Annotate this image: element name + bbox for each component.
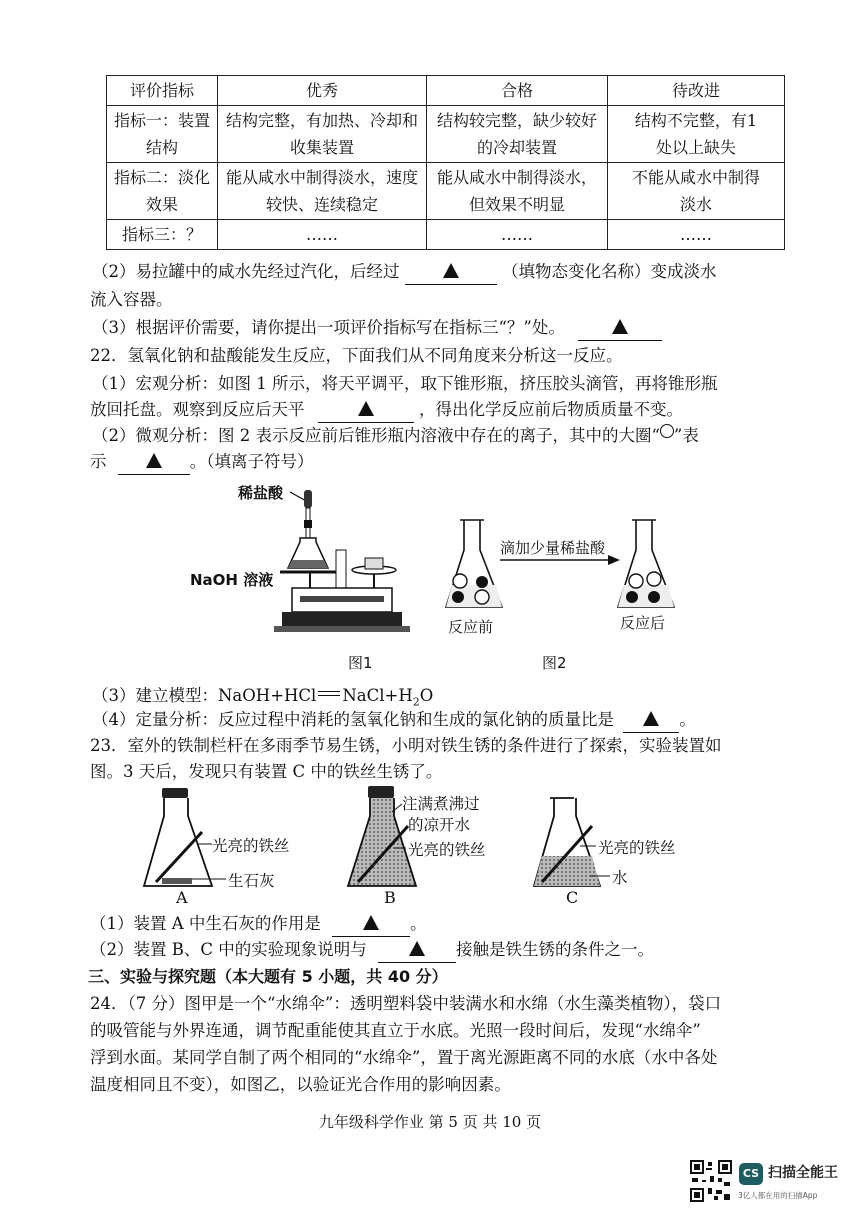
cell-text: 结构不完整，有1 xyxy=(634,111,758,130)
table-cell xyxy=(427,106,608,163)
triangle-icon xyxy=(443,263,459,278)
table-row xyxy=(107,220,785,250)
cell-text: 能从咸水中制得淡水，速度 xyxy=(225,168,418,187)
table-row xyxy=(107,106,785,163)
question-text: 。 xyxy=(410,914,427,933)
label-c-water: 水 xyxy=(612,869,628,887)
triangle-icon xyxy=(409,941,425,956)
q21-part3 xyxy=(92,316,662,341)
table-cell xyxy=(218,106,427,163)
q22-part1-line2 xyxy=(90,398,683,423)
table-cell: …… xyxy=(608,220,785,250)
q24-line4: 温度相同且不变），如图乙，以验证光合作用的影响因素。 xyxy=(90,1075,511,1094)
question-text: 接触是铁生锈的条件之一。 xyxy=(456,940,654,959)
cell-text: 淡水 xyxy=(679,195,712,214)
cell-text: 结构 xyxy=(145,138,178,157)
question-text: ”表 xyxy=(673,426,699,445)
cell-text: 指标一：装置 xyxy=(113,111,210,130)
fig2-arrow-label: 滴加少量稀盐酸 xyxy=(500,539,606,557)
cell-text: 结构完整，有加热、冷却和 xyxy=(225,111,418,130)
table-cell xyxy=(218,163,427,220)
fig2-caption: 图2 xyxy=(542,654,567,672)
table-cell xyxy=(107,106,218,163)
table-cell: …… xyxy=(427,220,608,250)
question-text: 。 xyxy=(679,710,696,729)
question-text: （填物态变化名称）变成淡水 xyxy=(502,262,717,281)
camscanner-tagline: 3亿人都在用的扫描App xyxy=(738,1191,818,1200)
q22-part2-line2 xyxy=(90,450,314,475)
question-text: （2）装置 B、C 中的实验现象说明与 xyxy=(90,940,367,959)
table-row xyxy=(107,163,785,220)
answer-blank[interactable] xyxy=(318,398,414,423)
cell-text: 收集装置 xyxy=(289,138,354,157)
answer-blank[interactable] xyxy=(378,938,456,963)
cell-text: 结构较完整，缺少较好 xyxy=(436,111,597,130)
section-three-heading: 三、实验与探究题（本大题有 5 小题，共 40 分） xyxy=(88,967,448,986)
cell-text: 的冷却装置 xyxy=(476,138,557,157)
table-header-cell: 优秀 xyxy=(218,76,427,106)
q23-part2 xyxy=(90,938,654,963)
triangle-icon xyxy=(643,711,659,726)
device-a-label: A xyxy=(176,888,188,907)
question-text: O xyxy=(419,686,434,705)
table-header-cell: 合格 xyxy=(427,76,608,106)
q23-line1: 23．室外的铁制栏杆在多雨季节易生锈，小明对铁生锈的条件进行了探索，实验装置如 xyxy=(90,736,722,755)
device-b-label: B xyxy=(384,888,396,907)
q21-part2-line1 xyxy=(92,260,717,285)
answer-blank[interactable] xyxy=(623,708,679,733)
question-text: 。（填离子符号） xyxy=(189,452,314,471)
q24-line1: 24．（7 分）图甲是一个“水绵伞”：透明塑料袋中装满水和水绵（水生藻类植物），袋口 xyxy=(90,994,722,1013)
question-text: （3）根据评价需要，请你提出一项评价指标写在指标三“？”处。 xyxy=(92,318,565,337)
q21-part2-line2: 流入容器。 xyxy=(90,290,173,309)
cell-text: 处以上缺失 xyxy=(655,138,736,157)
question-text: NaCl+H xyxy=(342,686,413,705)
triangle-icon xyxy=(146,453,162,468)
table-header-cell: 评价指标 xyxy=(107,76,218,106)
large-circle-icon xyxy=(660,424,674,438)
cell-text: 能从咸水中制得淡水， xyxy=(436,168,597,187)
table-header-row xyxy=(107,76,785,106)
table-cell xyxy=(427,163,608,220)
label-b-wire: 光亮的铁丝 xyxy=(408,841,486,859)
fig1-label-acid: 稀盐酸 xyxy=(238,484,284,502)
answer-blank[interactable] xyxy=(405,260,497,285)
triangle-icon xyxy=(358,401,374,416)
ion-flasks-figure xyxy=(440,515,700,615)
device-c-label: C xyxy=(566,888,579,907)
triangle-icon xyxy=(612,319,628,334)
cell-text: 但效果不明显 xyxy=(468,195,565,214)
question-text: 放回托盘。观察到反应后天平 xyxy=(90,400,305,419)
table-cell xyxy=(608,106,785,163)
table-header-cell: 待改进 xyxy=(608,76,785,106)
cell-text: 指标二：淡化 xyxy=(113,168,210,187)
answer-blank[interactable] xyxy=(332,912,410,937)
label-b-water2: 的凉开水 xyxy=(408,816,471,834)
balance-figure xyxy=(270,480,420,645)
table-cell xyxy=(608,163,785,220)
equals-sign-icon xyxy=(318,691,340,696)
cell-text: 效果 xyxy=(145,195,178,214)
cell-text: 较快、连续稳定 xyxy=(265,195,378,214)
label-a-lime: 生石灰 xyxy=(228,872,275,890)
question-text: （4）定量分析：反应过程中消耗的氢氧化钠和生成的氯化钠的质量比是 xyxy=(92,710,614,729)
question-text: 示 xyxy=(90,452,107,471)
q22-part4 xyxy=(92,708,696,733)
q24-line2: 的吸管能与外界连通，调节配重能使其直立于水底。光照一段时间后，发现“水绵伞” xyxy=(90,1021,701,1040)
q24-line3: 浮到水面。某同学自制了两个相同的“水绵伞”，置于离光源距离不同的水底（水中各处 xyxy=(90,1048,718,1067)
fig1-label-naoh: NaOH 溶液 xyxy=(190,571,274,589)
label-c-wire: 光亮的铁丝 xyxy=(598,839,676,857)
q22-part2-line1 xyxy=(92,424,699,448)
question-text: ，得出化学反应前后物质质量不变。 xyxy=(419,400,683,419)
triangle-icon xyxy=(363,915,379,930)
fig2-after-label: 反应后 xyxy=(620,614,666,632)
fig1-caption: 图1 xyxy=(348,654,373,672)
question-text: （1）装置 A 中生石灰的作用是 xyxy=(90,914,321,933)
qr-code-icon xyxy=(690,1160,732,1202)
label-b-water1: 注满煮沸过 xyxy=(402,795,480,813)
fig2-before-label: 反应前 xyxy=(448,618,494,636)
evaluation-table xyxy=(106,75,785,250)
q23-part1 xyxy=(90,912,427,937)
camscanner-logo: CS xyxy=(739,1163,763,1185)
question-text: （3）建立模型：NaOH+HCl xyxy=(92,686,317,705)
label-a-wire: 光亮的铁丝 xyxy=(212,837,290,855)
camscanner-name: 扫描全能王 xyxy=(768,1165,838,1181)
cell-text: 不能从咸水中制得 xyxy=(631,168,760,187)
page-footer: 九年级科学作业 第 5 页 共 10 页 xyxy=(318,1113,542,1131)
question-text: （2）易拉罐中的咸水先经过汽化，后经过 xyxy=(92,262,400,281)
q23-line2: 图。3 天后，发现只有装置 C 中的铁丝生锈了。 xyxy=(90,762,443,781)
q22-part1-line1: （1）宏观分析：如图 1 所示，将天平调平，取下锥形瓶，挤压胶头滴管，再将锥形瓶 xyxy=(92,374,718,393)
subscript: 2 xyxy=(412,695,420,709)
q22-stem: 22．氢氧化钠和盐酸能发生反应，下面我们从不同角度来分析这一反应。 xyxy=(90,346,623,365)
question-text: （2）微观分析：图 2 表示反应前后锥形瓶内溶液中存在的离子，其中的大圈“ xyxy=(92,426,660,445)
table-cell: …… xyxy=(218,220,427,250)
answer-blank[interactable] xyxy=(578,316,662,341)
table-cell xyxy=(107,163,218,220)
table-cell: 指标三：？ xyxy=(107,220,218,250)
answer-blank[interactable] xyxy=(118,450,190,475)
